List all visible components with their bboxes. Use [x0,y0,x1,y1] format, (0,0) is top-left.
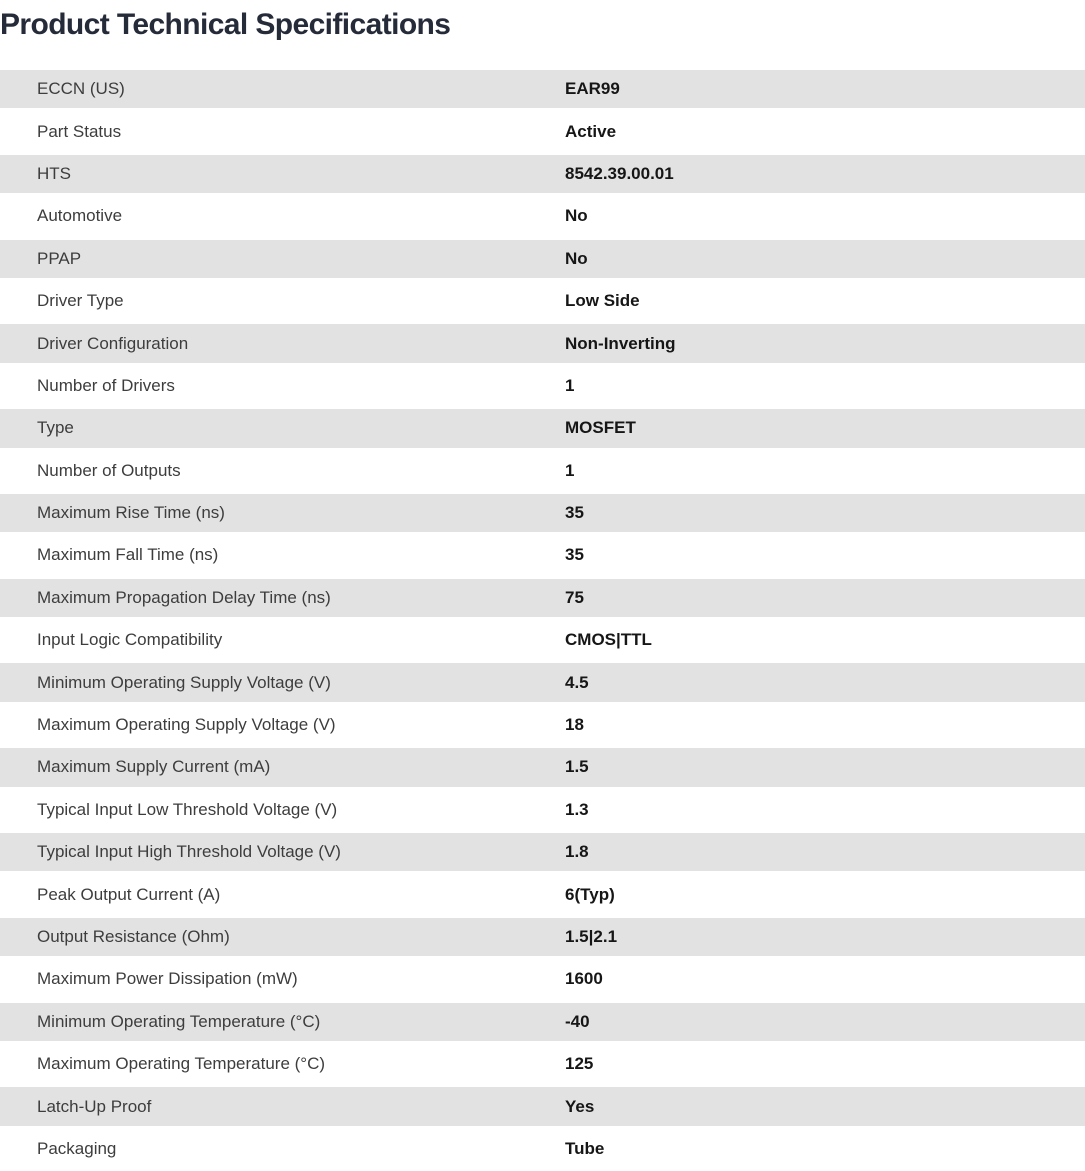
spec-label: Maximum Rise Time (ns) [37,503,225,523]
spec-label: Minimum Operating Temperature (°C) [37,1011,321,1031]
spec-row [0,153,1085,195]
spec-label: HTS [37,163,71,183]
page-title: Product Technical Specifications [0,8,451,41]
spec-label: Minimum Operating Supply Voltage (V) [37,672,331,692]
spec-value: Active [565,121,617,141]
spec-value: 6(Typ) [565,884,615,904]
spec-value: EAR99 [565,79,620,99]
spec-value: CMOS|TTL [565,630,652,650]
spec-label: Maximum Supply Current (mA) [37,757,271,777]
spec-value: No [565,206,588,226]
spec-value: 1.5 [565,757,589,777]
spec-row [0,1043,1085,1085]
spec-value: 4.5 [565,672,589,692]
spec-row [0,68,1085,110]
spec-row [0,407,1085,449]
spec-label: Number of Outputs [37,460,181,480]
spec-label: Maximum Operating Temperature (°C) [37,1054,326,1074]
spec-row [0,110,1085,152]
spec-value: 1600 [565,969,603,989]
spec-label: Input Logic Compatibility [37,630,223,650]
spec-label: Maximum Operating Supply Voltage (V) [37,715,336,735]
spec-label: Part Status [37,121,122,141]
spec-row [0,322,1085,364]
spec-value: Non-Inverting [565,333,676,353]
spec-value: 1 [565,375,575,395]
spec-row [0,831,1085,873]
spec-value: No [565,248,588,268]
spec-row [0,958,1085,1000]
spec-label: Latch-Up Proof [37,1096,152,1116]
spec-row [0,280,1085,322]
spec-value: Tube [565,1138,605,1158]
spec-row [0,238,1085,280]
spec-label: Automotive [37,206,123,226]
spec-label: Typical Input Low Threshold Voltage (V) [37,799,338,819]
spec-label: Output Resistance (Ohm) [37,927,230,946]
spec-row [0,365,1085,407]
spec-value: 1.3 [565,799,589,819]
spec-label: PPAP [37,248,82,268]
spec-value: 18 [565,715,584,735]
spec-row [0,1001,1085,1043]
spec-label: Driver Configuration [37,333,189,353]
spec-value: 125 [565,1054,594,1074]
spec-row [0,746,1085,788]
spec-label: Maximum Power Dissipation (mW) [37,969,298,989]
spec-table [0,68,1085,1170]
spec-row [0,661,1085,703]
spec-row [0,492,1085,534]
spec-row [0,195,1085,237]
spec-value: Low Side [565,291,640,311]
spec-value: 75 [565,587,584,607]
spec-value: MOSFET [565,418,636,438]
spec-label: Type [37,418,74,438]
spec-label: Peak Output Current (A) [37,884,221,904]
spec-value: 8542.39.00.01 [565,163,674,183]
spec-value: 35 [565,545,584,565]
spec-label: Maximum Fall Time (ns) [37,545,219,565]
spec-value: 1 [565,460,575,480]
spec-label: Typical Input High Threshold Voltage (V) [37,842,341,862]
spec-label: Packaging [37,1138,117,1158]
spec-row [0,619,1085,661]
spec-label: Maximum Propagation Delay Time (ns) [37,587,331,607]
spec-value: 1.5|2.1 [565,927,618,946]
spec-row [0,577,1085,619]
spec-row [0,916,1085,958]
spec-row [0,1085,1085,1127]
spec-label: Number of Drivers [37,375,175,395]
spec-row [0,450,1085,492]
spec-value: 1.8 [565,842,589,862]
spec-row [0,534,1085,576]
spec-row [0,789,1085,831]
spec-row [0,1128,1085,1170]
spec-value: 35 [565,503,584,523]
spec-label: Driver Type [37,291,124,311]
spec-row [0,704,1085,746]
spec-row [0,873,1085,915]
spec-value: Yes [565,1096,595,1116]
spec-label: ECCN (US) [37,79,125,99]
spec-value: -40 [565,1011,590,1031]
